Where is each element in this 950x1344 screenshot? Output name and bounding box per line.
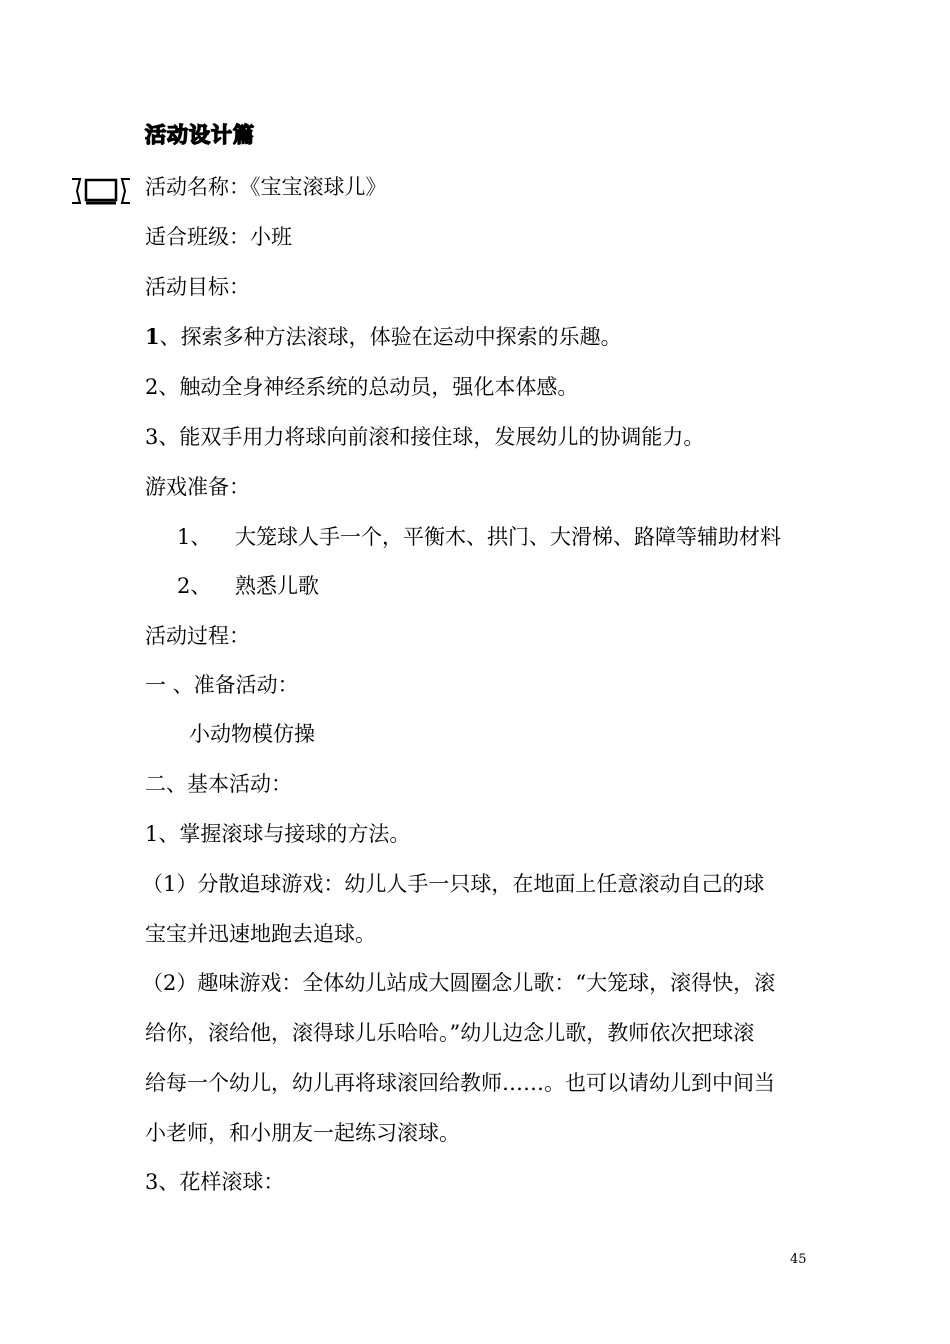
process-heading: 活动过程： [145,624,250,648]
step1-2-line-4: 小老师，和小朋友一起练习滚球。 [145,1121,460,1145]
section-title: 活动设计篇 [145,123,255,147]
step1-heading: 1、掌握滚球与接球的方法。 [145,822,411,846]
prep-item-1 [177,524,781,550]
goal-text: 、探索多种方法滚球，体验在运动中探索的乐趣。 [159,325,622,349]
prep-text: 大笼球人手一个，平衡木、拱门、大滑梯、路障等辅助材料 [235,525,781,549]
goal-number: 1 [145,324,160,349]
page-number: 45 [790,1252,807,1267]
goal-item-1 [145,324,622,350]
step1-2-line-2: 给你，滚给他，滚得球儿乐哈哈。”幼儿边念儿歌，教师依次把球滚 [145,1021,755,1045]
part1-item: 小动物模仿操 [189,722,315,746]
step1-2-line-3: 给每一个幼儿，幼儿再将球滚回给教师……。也可以请幼儿到中间当 [145,1071,775,1095]
goal-text: 、能双手用力将球向前滚和接住球，发展幼儿的协调能力。 [158,425,705,449]
book-icon [70,176,132,206]
prep-number: 1、 [177,525,212,549]
goal-item-3 [145,424,704,450]
prep-number: 2、 [177,574,212,598]
prep-item-2 [177,573,319,599]
goal-item-2 [145,374,578,400]
activity-name: 活动名称：《宝宝滚球儿》 [145,175,387,199]
prep-heading: 游戏准备： [145,475,250,499]
step1-1-line-1: （1）分散追球游戏：幼儿人手一只球，在地面上任意滚动自己的球 [142,872,765,896]
part1-heading: 一 、准备活动： [145,673,299,697]
step1-2-line-1: （2）趣味游戏：全体幼儿站成大圆圈念儿歌：“大笼球，滚得快，滚 [142,971,776,995]
goals-heading: 活动目标： [145,275,250,299]
goal-number: 2 [145,375,159,399]
prep-text: 熟悉儿歌 [235,574,319,598]
goal-text: 、触动全身神经系统的总动员，强化本体感。 [158,375,579,399]
goal-number: 3 [145,425,159,449]
step3-heading: 3、花样滚球： [145,1170,285,1194]
part2-heading: 二、基本活动： [145,772,292,796]
activity-class: 适合班级：小班 [145,225,292,249]
step1-1-line-2: 宝宝并迅速地跑去追球。 [145,922,376,946]
